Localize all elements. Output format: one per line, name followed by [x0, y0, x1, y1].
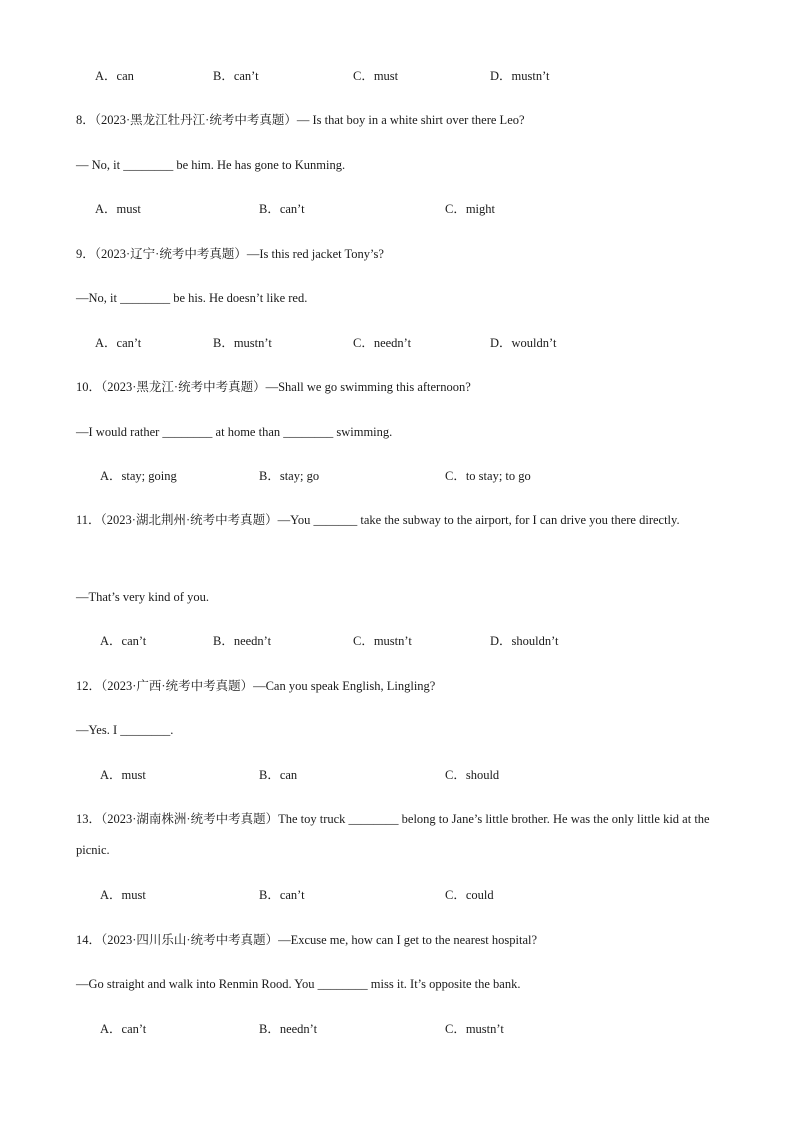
- q12-stem: 12．（2023·广西·统考中考真题）—Can you speak English, Lingling?: [76, 679, 436, 693]
- q7-option-a: A．can: [95, 69, 134, 83]
- q8-option-b: B．can’t: [259, 202, 305, 216]
- q14-option-a: A．can’t: [100, 1022, 147, 1036]
- q12-option-c: C．should: [445, 768, 500, 782]
- q13-option-b: B．can’t: [259, 888, 305, 902]
- q10-reply: —I would rather ________ at home than ________ swimming.: [76, 425, 393, 439]
- q11-options: [0, 633, 794, 649]
- q14-reply: —Go straight and walk into Renmin Rood. You ________ miss it. It’s opposite the bank.: [76, 977, 521, 991]
- q14-option-b: B．needn’t: [259, 1022, 318, 1036]
- q11-reply: —That’s very kind of you.: [76, 590, 209, 604]
- q14-options: [0, 1021, 794, 1037]
- q11-option-b: B．needn’t: [213, 634, 272, 648]
- q12-option-a: A．must: [100, 768, 146, 782]
- q7-options: [0, 68, 794, 84]
- q11-option-d: D．shouldn’t: [490, 634, 559, 648]
- q11-option-c: C．mustn’t: [353, 634, 412, 648]
- q7-option-d: D．mustn’t: [490, 69, 550, 83]
- q9-stem: 9．（2023·辽宁·统考中考真题）—Is this red jacket Tony’s?: [76, 247, 384, 261]
- q12-reply: —Yes. I ________.: [76, 723, 174, 737]
- q13-stem: 13．（2023·湖南株洲·统考中考真题）The toy truck ________ belong to Jane’s little brother. He was the only little kid at the picnic.: [76, 812, 710, 857]
- q12-option-b: B．can: [259, 768, 298, 782]
- q9-reply: —No, it ________ be his. He doesn’t like red.: [76, 291, 308, 305]
- q12-options: [0, 767, 794, 783]
- q9-option-c: C．needn’t: [353, 336, 412, 350]
- q8-stem: 8．（2023·黑龙江牡丹江·统考中考真题）— Is that boy in a white shirt over there Leo?: [76, 113, 525, 127]
- q7-option-b: B．can’t: [213, 69, 259, 83]
- q7-option-c: C．must: [353, 69, 399, 83]
- q8-options: [0, 201, 794, 217]
- q11-option-a: A．can’t: [100, 634, 147, 648]
- q8-option-a: A．must: [95, 202, 141, 216]
- q13-option-a: A．must: [100, 888, 146, 902]
- q9-option-b: B．mustn’t: [213, 336, 272, 350]
- q13-options: [0, 887, 794, 903]
- q10-option-c: C．to stay; to go: [445, 469, 531, 483]
- q9-option-d: D．wouldn’t: [490, 336, 557, 350]
- q9-options: [0, 335, 794, 351]
- q13-option-c: C．could: [445, 888, 494, 902]
- q10-stem: 10．（2023·黑龙江·统考中考真题）—Shall we go swimming this afternoon?: [76, 380, 471, 394]
- q8-option-c: C．might: [445, 202, 496, 216]
- q11-stem: 11．（2023·湖北荆州·统考中考真题）—You _______ take the subway to the airport, for I can drive you there directly.: [76, 513, 680, 527]
- q10-option-b: B．stay; go: [259, 469, 320, 483]
- q9-option-a: A．can’t: [95, 336, 142, 350]
- q10-option-a: A．stay; going: [100, 469, 177, 483]
- q8-reply: — No, it ________ be him. He has gone to Kunming.: [76, 158, 346, 172]
- q14-option-c: C．mustn’t: [445, 1022, 504, 1036]
- q10-options: [0, 468, 794, 484]
- q14-stem: 14．（2023·四川乐山·统考中考真题）—Excuse me, how can I get to the nearest hospital?: [76, 933, 538, 947]
